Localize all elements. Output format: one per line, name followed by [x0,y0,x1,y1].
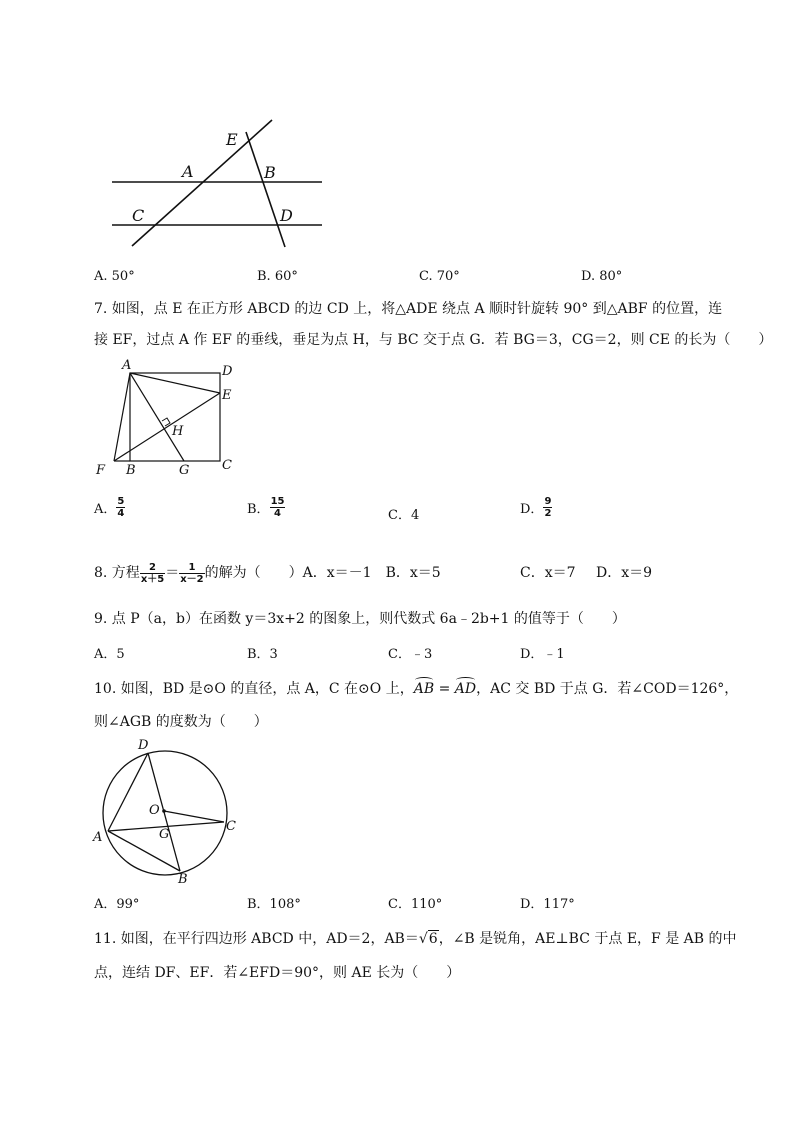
q11-line1-b: ，∠B 是锐角，AE⊥BC 于点 E，F 是 AB 的中 [438,931,737,947]
q7-option-c [388,504,419,523]
q7-option-b-label: B． [247,502,270,517]
q11-text-line2: 点，连结 DF、EF．若∠EFD＝90°，则 AE 长为（ ） [94,965,461,981]
q8-frac2-den: x－2 [180,573,204,585]
seg-ae [130,373,220,393]
q7-option-d-num: 9 [544,496,552,507]
label-d: D [280,206,293,225]
seg-oc [164,811,224,822]
q7-option-a-label: A． [94,502,117,517]
seg-ag [130,373,184,461]
q10-label-a: A [93,830,103,845]
q7-label-c: C [222,458,232,473]
q7-figure [90,356,250,481]
q10-option-c: C．110° [388,897,443,912]
q8-frac2-num: 1 [179,562,204,574]
square-abcd [130,373,220,461]
q9-option-c: C．﹣3 [388,647,433,662]
q10-arc-ad: AD [454,681,477,697]
transversal-ec [132,120,272,246]
q7-option-b-den: 4 [274,508,281,519]
transversal-ed [246,132,285,247]
q7-option-b [247,496,285,519]
q7-option-a-num: 5 [117,496,125,507]
q11-text-line1 [94,930,737,948]
q10-text-line2: 则∠AGB 的度数为（ ） [94,714,268,730]
label-a: A [182,162,194,181]
q9-text: 9. 点 P（a，b）在函数 y＝3x+2 的图象上，则代数式 6a﹣2b+1 的值等于（ ） [94,611,626,627]
label-c: C [132,206,145,225]
q10-text-line1 [94,680,738,698]
center-dot [162,809,166,813]
q8-suffix: 的解为（ ）A．x＝－1 B．x＝5 [204,565,441,581]
q6-option-d: D. 80° [581,269,623,284]
q7-label-b: B [126,463,136,478]
q8-option-d: D．x＝9 [596,565,653,581]
q6-option-c: C. 70° [419,269,460,284]
q9-option-d: D．﹣1 [520,647,565,662]
q7-label-a: A [122,358,132,373]
q7-label-g: G [179,463,190,478]
q7-option-d [520,496,552,519]
q7-option-b-fraction [270,496,286,519]
q7-option-c-value: 4 [410,508,420,523]
q7-option-a [94,496,125,519]
q8-fraction-2 [179,562,204,585]
q6-figure [100,112,340,257]
chord-ad [108,753,148,831]
q7-option-d-den: 2 [544,508,552,519]
q10-label-g: G [159,827,170,842]
q10-arc-ab: AB [413,681,435,697]
q10-label-o: O [149,803,160,818]
q10-option-d: D．117° [520,897,575,912]
q8-frac1-num: 2 [140,562,165,574]
sqrt-sign: √ [418,931,428,947]
q10-option-b: B．108° [247,897,301,912]
circle-o [103,751,227,875]
q10-label-d: D [138,738,149,753]
q7-label-e: E [222,388,232,403]
q8-text [94,558,441,588]
q6-option-a: A. 50° [94,269,135,284]
sqrt-value: 6 [428,931,438,947]
q6-option-b: B. 60° [257,269,298,284]
q7-option-a-fraction [116,496,125,519]
q11-line1-a: 11. 如图，在平行四边形 ABCD 中，AD＝2，AB＝ [94,931,419,947]
q8-frac1-den: x＋5 [140,573,165,585]
q10-option-a: A．99° [94,897,140,912]
q7-option-c-label: C． [388,508,411,523]
q7-label-h: H [172,424,184,439]
label-e: E [226,130,238,149]
q8-equals: ＝ [165,565,180,581]
q10-equals: = [434,681,455,697]
q10-label-c: C [226,819,236,834]
q10-figure [88,734,248,886]
seg-af [114,373,130,461]
q9-option-a: A．5 [94,647,125,662]
q7-label-f: F [96,463,106,478]
q10-label-b: B [178,872,188,886]
q7-option-a-den: 4 [117,508,125,519]
q7-text-line1: 7. 如图，点 E 在正方形 ABCD 的边 CD 上，将△ADE 绕点 A 顺时针旋转 90° 到△ABF 的位置，连 [94,301,723,317]
q7-option-b-num: 15 [270,496,285,507]
label-b: B [264,163,276,182]
q10-line1-a: 10. 如图，BD 是⊙O 的直径，点 A，C 在⊙O 上， [94,681,414,697]
q7-option-d-fraction [543,496,552,519]
q7-option-d-label: D． [520,502,544,517]
q8-prefix: 8. 方程 [94,565,140,581]
q7-label-d: D [222,364,233,379]
q8-option-c: C．x＝7 [520,565,576,581]
q10-line1-b: ，AC 交 BD 于点 G．若∠COD＝126°， [476,681,739,697]
right-angle-mark [162,418,170,426]
q7-text-line2: 接 EF，过点 A 作 EF 的垂线，垂足为点 H，与 BC 交于点 G．若 BG＝3，CG＝2，则 CE 的长为（ ） [94,332,773,348]
q8-fraction-1 [140,562,165,585]
q9-option-b: B．3 [247,647,278,662]
